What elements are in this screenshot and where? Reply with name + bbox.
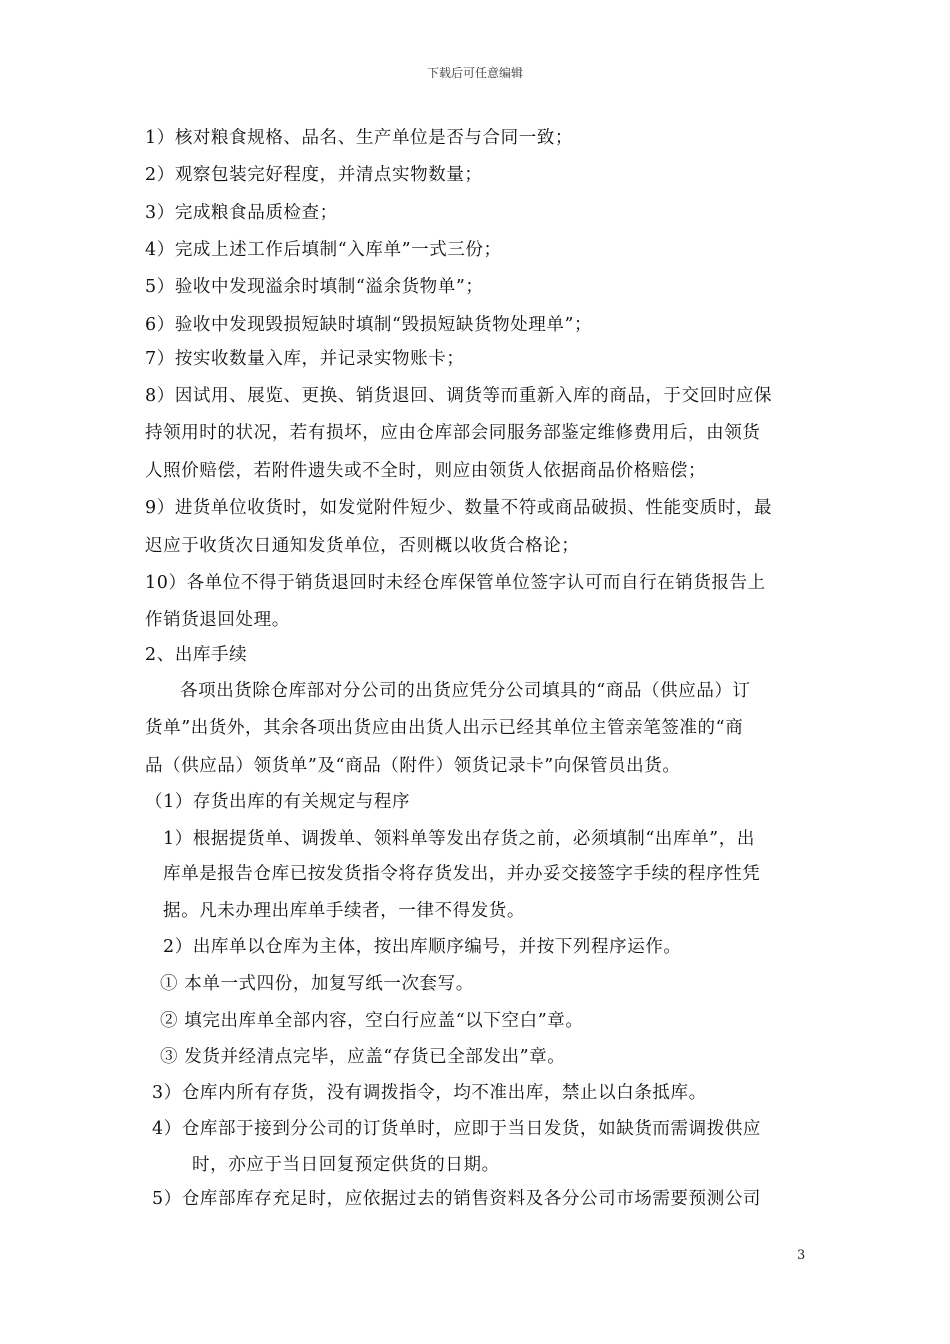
text-line: 据。凡未办理出库单手续者，一律不得发货。 bbox=[163, 901, 525, 921]
text-line: 2）出库单以仓库为主体，按出库顺序编号，并按下列程序运作。 bbox=[163, 937, 682, 957]
list-item: ② 填完出库单全部内容，空白行应盖“以下空白”章。 bbox=[160, 1011, 584, 1031]
text-line: 货单”出货外，其余各项出货应由出货人出示已经其单位主管亲笔签准的“商 bbox=[145, 718, 744, 738]
text-line: 迟应于收货次日通知发货单位，否则概以收货合格论； bbox=[145, 536, 580, 556]
text-line: 9）进货单位收货时，如发觉附件短少、数量不符或商品破损、性能变质时，最 bbox=[145, 498, 773, 518]
text-line: 时，亦应于当日回复预定供货的日期。 bbox=[192, 1155, 500, 1175]
text-line: 5）仓库部库存充足时，应依据过去的销售资料及各分公司市场需要预测公司 bbox=[152, 1189, 762, 1209]
text-line: 作销货退回处理。 bbox=[145, 610, 290, 630]
list-item: ③ 发货并经清点完毕，应盖“存货已全部发出”章。 bbox=[160, 1047, 566, 1067]
text-line: 4）仓库部于接到分公司的订货单时，应即于当日发货，如缺货而需调拨供应 bbox=[152, 1119, 762, 1139]
list-item: ① 本单一式四份，加复写纸一次套写。 bbox=[160, 974, 474, 994]
subsection-heading: （1）存货出库的有关规定与程序 bbox=[145, 792, 411, 812]
text-line: 库单是报告仓库已按发货指令将存货发出，并办妥交接签字手续的程序性凭 bbox=[163, 864, 761, 884]
text-line: 8）因试用、展览、更换、销货退回、调货等而重新入库的商品，于交回时应保 bbox=[145, 386, 773, 406]
page-number: 3 bbox=[797, 1248, 806, 1263]
text-line: 3）仓库内所有存货，没有调拨指令，均不准出库，禁止以白条抵库。 bbox=[152, 1083, 707, 1103]
page-header: 下载后可任意编辑 bbox=[426, 66, 523, 80]
text-line: 持领用时的状况，若有损坏，应由仓库部会同服务部鉴定维修费用后，由领货 bbox=[145, 423, 761, 443]
text-line: 4）完成上述工作后填制“入库单”一式三份； bbox=[145, 240, 502, 260]
text-line: 2）观察包装完好程度，并清点实物数量； bbox=[145, 165, 483, 185]
text-line: 品（供应品）领货单”及“商品（附件）领货记录卡”向保管员出货。 bbox=[145, 756, 681, 776]
text-line: 1）核对粮食规格、品名、生产单位是否与合同一致； bbox=[145, 128, 574, 148]
text-line: 5）验收中发现溢余时填制“溢余货物单”； bbox=[145, 277, 484, 297]
text-line: 1）根据提货单、调拨单、领料单等发出存货之前，必须填制“出库单”，出 bbox=[163, 829, 755, 849]
text-line: 3）完成粮食品质检查； bbox=[145, 203, 338, 223]
text-line: 7）按实收数量入库，并记录实物账卡； bbox=[145, 349, 465, 369]
section-heading: 2、出库手续 bbox=[145, 645, 248, 665]
text-line: 各项出货除仓库部对分公司的出货应凭分公司填具的“商品（供应品）订 bbox=[180, 681, 751, 701]
text-line: 6）验收中发现毁损短缺时填制“毁损短缺货物处理单”； bbox=[145, 315, 593, 335]
text-line: 10）各单位不得于销货退回时未经仓库保管单位签字认可而自行在销货报告上 bbox=[145, 573, 766, 593]
text-line: 人照价赔偿，若附件遗失或不全时，则应由领货人依据商品价格赔偿； bbox=[145, 461, 707, 481]
